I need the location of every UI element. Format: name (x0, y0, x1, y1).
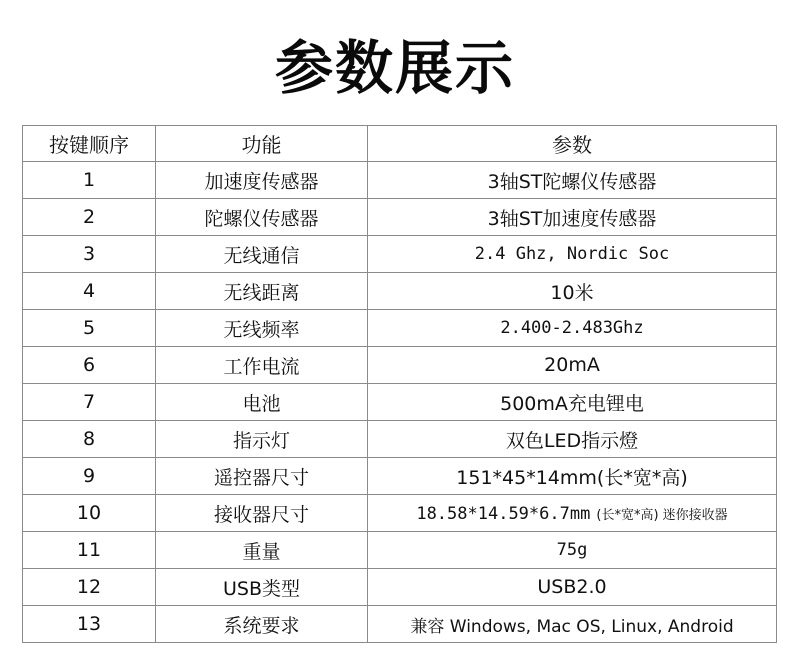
table-row (23, 569, 777, 606)
table-row (23, 532, 777, 569)
row-parameter: 2.4 Ghz, Nordic Soc (368, 236, 777, 273)
row-number: 7 (23, 384, 156, 421)
row-parameter: 兼容 Windows, Mac OS, Linux, Android (368, 606, 777, 643)
table-row (23, 606, 777, 643)
spec-table (22, 125, 777, 643)
table-row (23, 162, 777, 199)
row-parameter: 20mA (368, 347, 777, 384)
row-parameter: 双色LED指示燈 (368, 421, 777, 458)
row-function: 无线频率 (156, 310, 368, 347)
table-header-row (23, 126, 777, 162)
row-parameter: USB2.0 (368, 569, 777, 606)
row-function: 重量 (156, 532, 368, 569)
row-parameter: 151*45*14mm(长*宽*高) (368, 458, 777, 495)
row-function: 系统要求 (156, 606, 368, 643)
row-parameter: 3轴ST加速度传感器 (368, 199, 777, 236)
table-row (23, 384, 777, 421)
row-number: 2 (23, 199, 156, 236)
table-row (23, 310, 777, 347)
page-title: 参数展示 (274, 34, 515, 102)
row-function: 接收器尺寸 (156, 495, 368, 532)
row-number: 3 (23, 236, 156, 273)
receiver-size-value: 18.58*14.59*6.7mm (416, 504, 591, 524)
row-number: 8 (23, 421, 156, 458)
row-function: 电池 (156, 384, 368, 421)
row-function: 无线距离 (156, 273, 368, 310)
row-parameter: 75g (368, 532, 777, 569)
row-number: 6 (23, 347, 156, 384)
table-row (23, 458, 777, 495)
header-order: 按键顺序 (23, 126, 156, 162)
row-number: 12 (23, 569, 156, 606)
table-row (23, 236, 777, 273)
table-row (23, 347, 777, 384)
row-function: 工作电流 (156, 347, 368, 384)
row-function: 陀螺仪传感器 (156, 199, 368, 236)
row-parameter: 500mA充电锂电 (368, 384, 777, 421)
row-number: 9 (23, 458, 156, 495)
row-number: 1 (23, 162, 156, 199)
row-number: 11 (23, 532, 156, 569)
table-row (23, 421, 777, 458)
table-row (23, 273, 777, 310)
row-parameter (368, 495, 777, 532)
table-row (23, 495, 777, 532)
row-parameter: 3轴ST陀螺仪传感器 (368, 162, 777, 199)
row-function: 指示灯 (156, 421, 368, 458)
header-parameter: 参数 (368, 126, 777, 162)
row-number: 10 (23, 495, 156, 532)
row-number: 4 (23, 273, 156, 310)
row-function: 加速度传感器 (156, 162, 368, 199)
row-number: 13 (23, 606, 156, 643)
row-function: 无线通信 (156, 236, 368, 273)
header-function: 功能 (156, 126, 368, 162)
row-parameter: 10米 (368, 273, 777, 310)
row-function: USB类型 (156, 569, 368, 606)
table-row (23, 199, 777, 236)
row-parameter: 2.400-2.483Ghz (368, 310, 777, 347)
row-number: 5 (23, 310, 156, 347)
row-function: 遥控器尺寸 (156, 458, 368, 495)
receiver-size-note: (长*宽*高) 迷你接收器 (596, 508, 728, 523)
